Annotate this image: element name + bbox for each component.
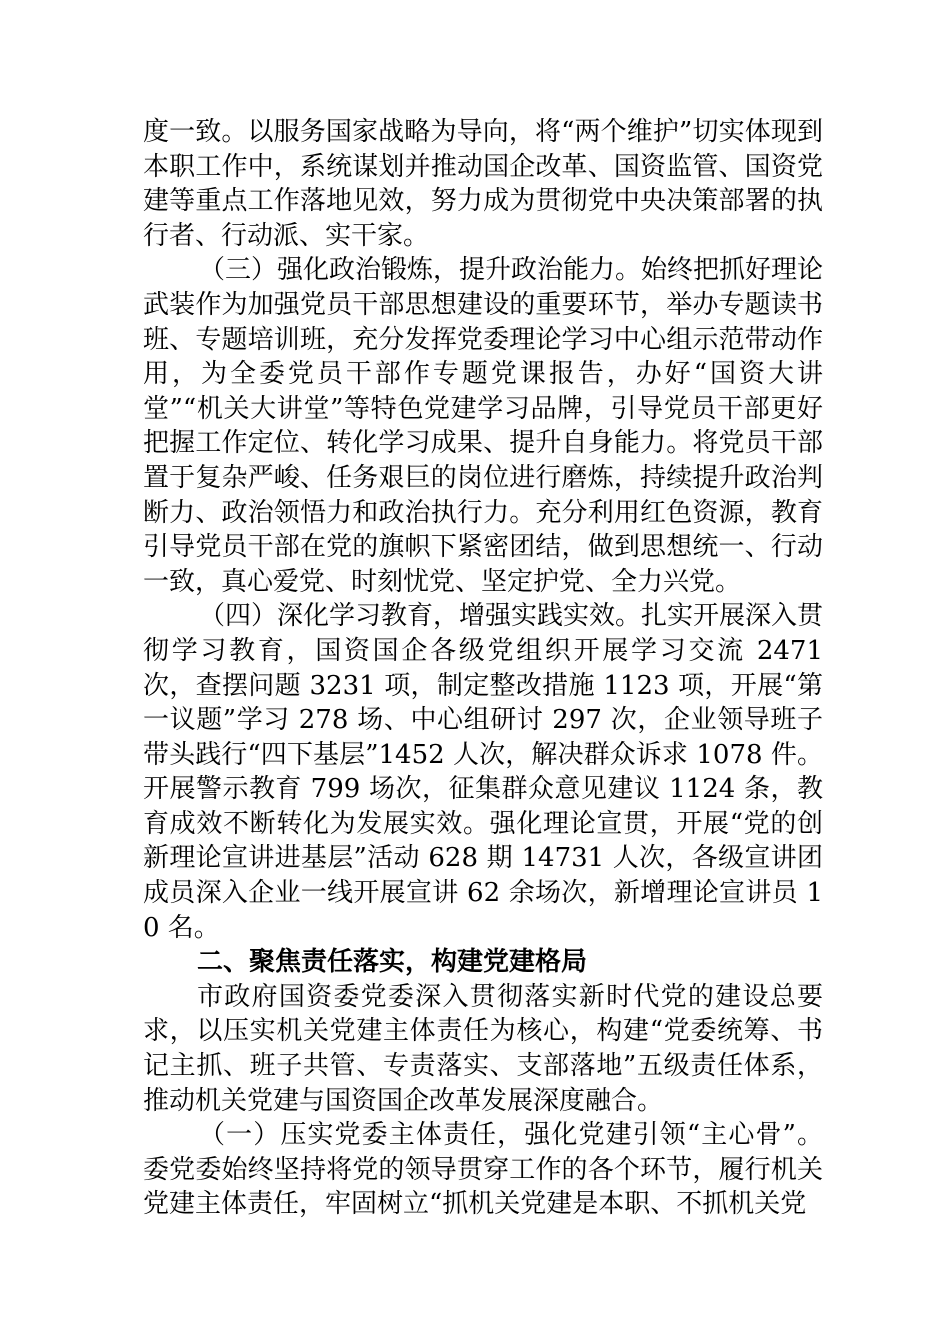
document-body xyxy=(143,115,823,1222)
paragraph-section-4: （四）深化学习教育，增强实践实效。扎实开展深入贯彻学习教育，国资国企各级党组织开展学习交流 2471 次，查摆问题 3231 项，制定整改措施 1123 项，开展“第一议题”学习 278 场、中心组研讨 297 次，企业领导班子带头践行“四下基层”1452 人次，解决群众诉求 1078 件。开展警示教育 799 场次，征集群众意见建议 1124 条，教育成效不断转化为发展实效。强化理论宣贯，开展“党的创新理论宣讲进基层”活动 628 期 14731 人次，各级宣讲团成员深入企业一线开展宣讲 62 余场次，新增理论宣讲员 10 名。 xyxy=(143,601,824,943)
paragraph-section-1: （一）压实党委主体责任，强化党建引领“主心骨”。委党委始终坚持将党的领导贯穿工作的各个环节，履行机关党建主体责任，牢固树立“抓机关党建是本职、不抓机关党 xyxy=(143,1120,823,1220)
paragraph-section-3: （三）强化政治锻炼，提升政治能力。始终把抓好理论武装作为加强党员干部思想建设的重要环节，举办专题读书班、专题培训班，充分发挥党委理论学习中心组示范带动作用，为全委党员干部作专题党课报告，办好“国资大讲堂”“机关大讲堂”等特色党建学习品牌，引导党员干部更好把握工作定位、转化学习成果、提升自身能力。将党员干部置于复杂严峻、任务艰巨的岗位进行磨炼，持续提升政治判断力、政治领悟力和政治执行力。充分利用红色资源，教育引导党员干部在党的旗帜下紧密团结，做到思想统一、行动一致，真心爱党、时刻忧党、坚定护党、全力兴党。 xyxy=(143,255,824,597)
section-heading-2: 二、聚焦责任落实，构建党建格局 xyxy=(197,947,588,978)
paragraph-continuation: 度一致。以服务国家战略为导向，将“两个维护”切实体现到本职工作中，系统谋划并推动国企改革、国资监管、国资党建等重点工作落地见效，努力成为贯彻党中央决策部署的执行者、行动派、实干家。 xyxy=(143,117,823,251)
paragraph-intro: 市政府国资委党委深入贯彻落实新时代党的建设总要求，以压实机关党建主体责任为核心，构建“党委统筹、书记主抓、班子共管、专责落实、支部落地”五级责任体系，推动机关党建与国资国企改革发展深度融合。 xyxy=(143,981,823,1116)
